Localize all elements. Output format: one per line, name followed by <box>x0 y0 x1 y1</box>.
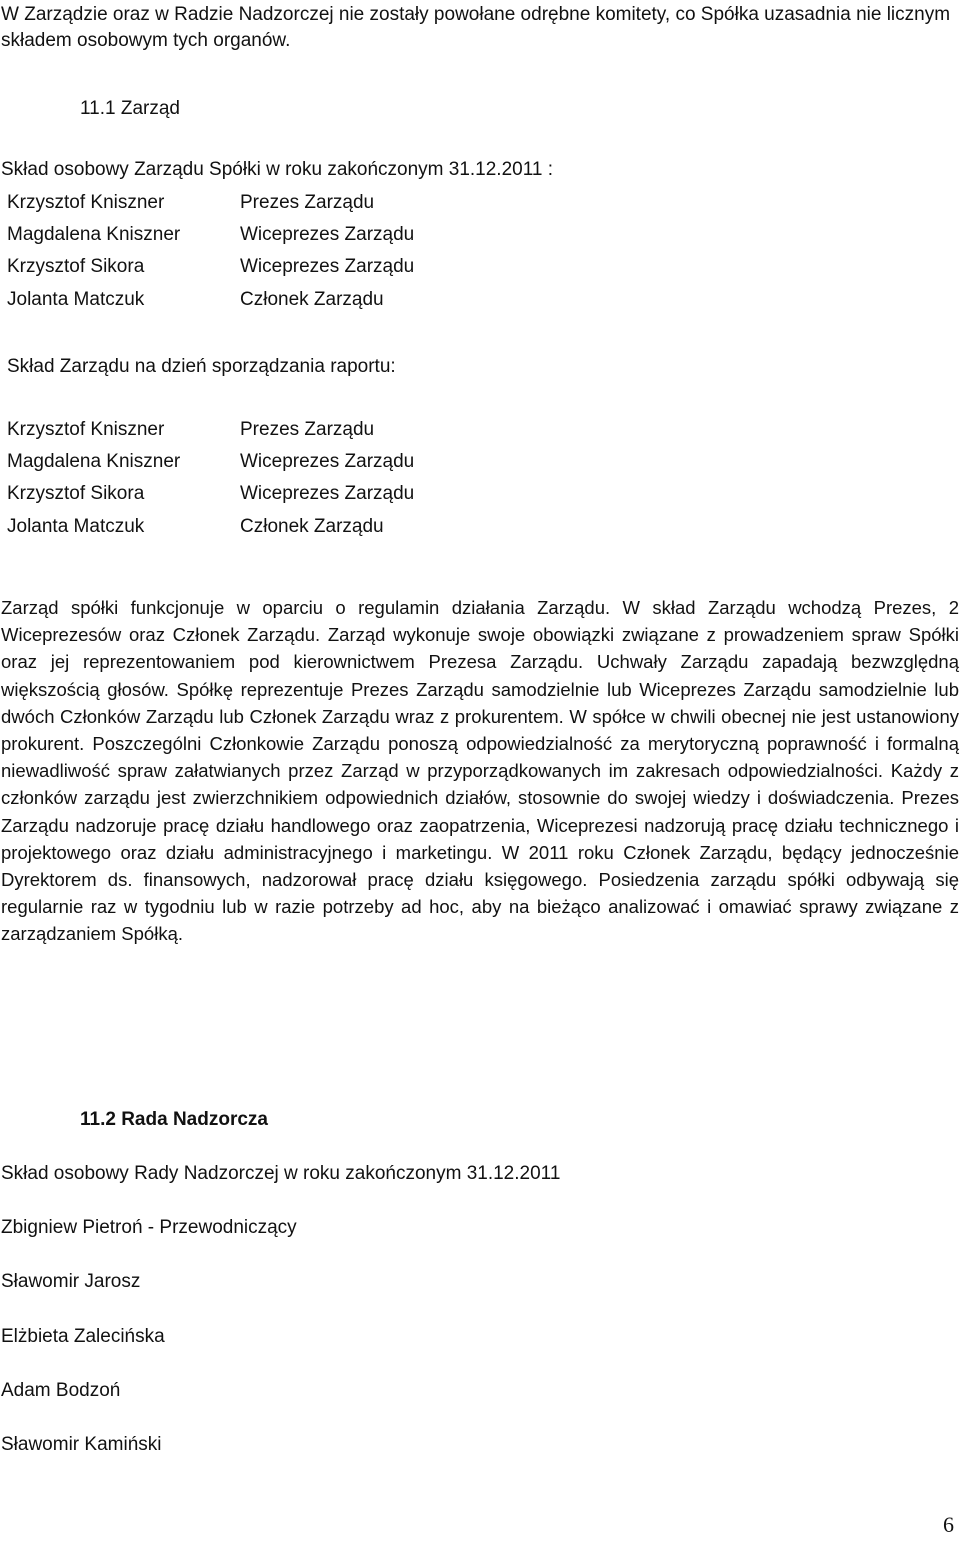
member-name: Jolanta Matczuk <box>7 289 145 310</box>
section-heading-rada-nadzorcza: 11.2 Rada Nadzorcza <box>80 1109 268 1130</box>
supervisory-board-composition-label: Skład osobowy Rady Nadzorczej w roku zakończonym 31.12.2011 <box>1 1163 561 1184</box>
member-name: Krzysztof Kniszner <box>7 192 165 213</box>
supervisory-board-member: Sławomir Kamiński <box>1 1434 162 1455</box>
supervisory-board-member: Elżbieta Zalecińska <box>1 1326 165 1347</box>
member-name: Krzysztof Kniszner <box>7 419 165 440</box>
member-name: Magdalena Kniszner <box>7 224 181 245</box>
page-number: 6 <box>943 1512 954 1537</box>
member-name: Krzysztof Sikora <box>7 256 145 277</box>
member-role: Członek Zarządu <box>240 289 384 310</box>
member-role: Wiceprezes Zarządu <box>240 483 415 504</box>
supervisory-board-member: Sławomir Jarosz <box>1 1271 141 1292</box>
board-description-paragraph: Zarząd spółki funkcjonuje w oparciu o regulamin działania Zarządu. W skład Zarządu wchodzą Prezes, 2 Wiceprezesów oraz Członek Zarządu. Zarząd wykonuje swoje obowiązki związane z prowadzeniem spraw Spółki oraz jej reprezentowaniem pod kierownictwem Prezesa Zarządu. Uchwały Zarządu zapadają bezwzględną większością głosów. Spółkę reprezentuje Prezes Zarządu samodzielnie lub Wiceprezes Zarządu samodzielnie lub dwóch Członków Zarządu lub Członek Zarządu wraz z prokurentem. W spółce w chwili obecnej nie jest ustanowiony prokurent. Poszczególni Członkowie Zarządu ponoszą odpowiedzialność za merytoryczną poprawność i formalną niewadliwość spraw załatwianych przez Zarząd w przyporządkowanych im zakresach odpowiedzialności. Każdy z członków zarządu jest zwierzchnikiem odpowiednich działów, stosownie do swojej wiedzy i doświadczenia. Prezes Zarządu nadzoruje pracę działu handlowego oraz zaopatrzenia, Wiceprezesi nadzorują pracę działu technicznego i projektowego oraz działu administracyjnego i marketingu. W 2011 roku Członek Zarządu, będący jednocześnie Dyrektorem ds. finansowych, nadzorował pracę działu księgowego. Posiedzenia zarządu spółki odbywają się regularnie raz w tygodniu lub w razie potrzeby ad hoc, aby na bieżąco analizować i omawiać sprawy związane z zarządzaniem Spółką. <box>1 597 959 945</box>
member-name: Jolanta Matczuk <box>7 516 145 537</box>
member-role: Wiceprezes Zarządu <box>240 451 415 472</box>
current-board-label: Skład Zarządu na dzień sporządzania raportu: <box>7 356 396 377</box>
section-heading-zarzad: 11.1 Zarząd <box>80 98 180 119</box>
board-composition-label: Skład osobowy Zarządu Spółki w roku zakończonym 31.12.2011 : <box>1 159 554 180</box>
member-role: Prezes Zarządu <box>240 192 375 213</box>
member-role: Wiceprezes Zarządu <box>240 224 415 245</box>
member-name: Krzysztof Sikora <box>7 483 145 504</box>
member-role: Wiceprezes Zarządu <box>240 256 415 277</box>
intro-paragraph: W Zarządzie oraz w Radzie Nadzorczej nie zostały powołane odrębne komitety, co Spółka uzasadnia nie licznym składem osobowym tych organów. <box>1 4 951 51</box>
member-name: Magdalena Kniszner <box>7 451 181 472</box>
supervisory-board-member: Zbigniew Pietroń - Przewodniczący <box>1 1217 297 1238</box>
member-role: Członek Zarządu <box>240 516 384 537</box>
member-role: Prezes Zarządu <box>240 419 375 440</box>
supervisory-board-member: Adam Bodzoń <box>1 1380 121 1401</box>
